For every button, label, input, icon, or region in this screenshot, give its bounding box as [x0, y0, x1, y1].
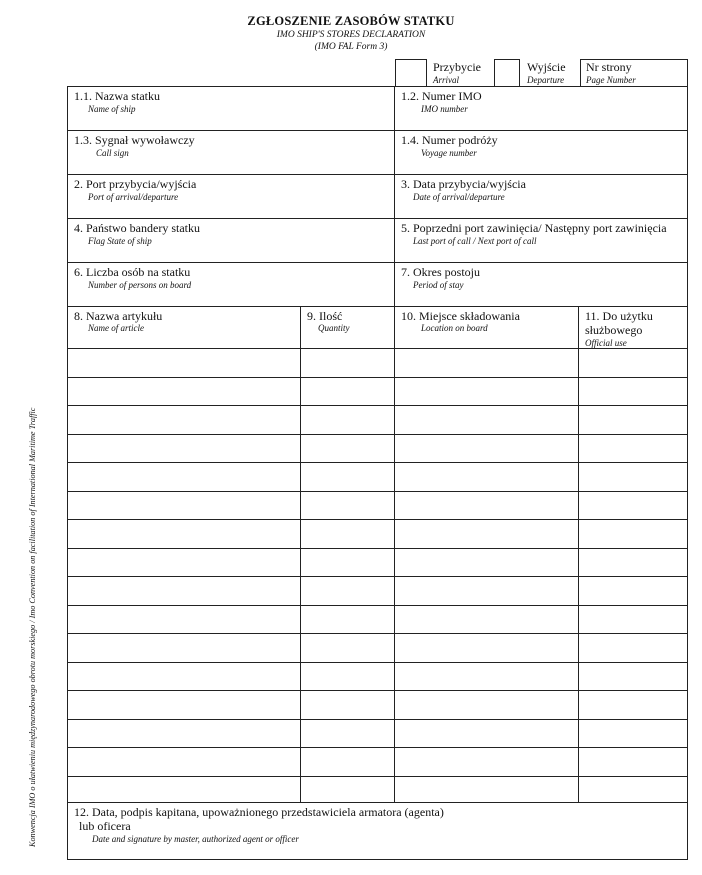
flag-state-label-en: Flag State of ship: [88, 236, 152, 246]
form-title: ZGŁOSZENIE ZASOBÓW STATKU: [247, 14, 455, 28]
flag-state-label: 4. Państwo bandery statku: [74, 221, 200, 235]
table-row-line: [67, 776, 688, 777]
signature-label-en: Date and signature by master, authorized agent or officer: [92, 834, 299, 844]
signature-label-2: lub oficera: [79, 819, 131, 833]
arrival-checkbox[interactable]: [395, 59, 427, 87]
call-sign-label: 1.3. Sygnał wywoławczy: [74, 133, 195, 147]
call-sign-label-en: Call sign: [96, 148, 129, 158]
col-quantity-label: 9. Ilość: [307, 309, 343, 323]
table-row-line: [67, 377, 688, 378]
departure-label: Wyjście: [527, 60, 566, 74]
period-of-stay-label-en: Period of stay: [413, 280, 464, 290]
table-row-line: [67, 719, 688, 720]
table-column-divider: [578, 306, 579, 802]
imo-number-label-en: IMO number: [421, 104, 468, 114]
table-row-line: [67, 576, 688, 577]
table-row-line: [67, 633, 688, 634]
voyage-number-label: 1.4. Numer podróży: [401, 133, 498, 147]
table-column-divider: [394, 306, 395, 802]
form-subtitle: IMO SHIP'S STORES DECLARATION: [276, 30, 426, 40]
table-row-line: [67, 434, 688, 435]
col-location-label: 10. Miejsce składowania: [401, 309, 520, 323]
table-row-line: [67, 548, 688, 549]
arrival-label-en: Arrival: [433, 75, 459, 85]
port-label: 2. Port przybycia/wyjścia: [74, 177, 197, 191]
table-column-divider: [300, 306, 301, 802]
col-official-use-label-en: Official use: [585, 338, 627, 348]
imo-number-label: 1.2. Numer IMO: [401, 89, 482, 103]
arrival-label: Przybycie: [433, 60, 481, 74]
col-official-use-label-2: służbowego: [585, 323, 643, 337]
table-row-line: [67, 348, 688, 349]
departure-label-en: Departure: [527, 75, 565, 85]
port-label-en: Port of arrival/departure: [88, 192, 179, 202]
form-reference: (IMO FAL Form 3): [314, 42, 388, 52]
period-of-stay-label: 7. Okres postoju: [401, 265, 480, 279]
ship-name-label: 1.1. Nazwa statku: [74, 89, 160, 103]
table-row-line: [67, 605, 688, 606]
col-quantity-label-en: Quantity: [318, 323, 350, 333]
col-official-use-label: 11. Do użytku: [585, 309, 653, 323]
side-convention-text: Konwencja IMO o ułatwieniu międzynarodowego obrotu morskiego / Imo Convention on facilitation of International Maritime Traffic: [28, 407, 37, 847]
table-row-line: [67, 662, 688, 663]
table-row-line: [67, 491, 688, 492]
table-row-line: [67, 747, 688, 748]
date-label: 3. Data przybycia/wyjścia: [401, 177, 526, 191]
departure-checkbox[interactable]: [494, 59, 520, 87]
form-frame: [67, 86, 688, 860]
col-location-label-en: Location on board: [421, 323, 488, 333]
table-row-line: [67, 462, 688, 463]
ship-name-label-en: Name of ship: [88, 104, 136, 114]
date-label-en: Date of arrival/departure: [413, 192, 505, 202]
table-row-line: [67, 690, 688, 691]
last-next-port-label: 5. Poprzedni port zawinięcia/ Następny port zawinięcia: [401, 221, 667, 235]
col-article-label-en: Name of article: [88, 323, 144, 333]
col-article-label: 8. Nazwa artykułu: [74, 309, 163, 323]
persons-label: 6. Liczba osób na statku: [74, 265, 191, 279]
table-row-line: [67, 519, 688, 520]
table-row-line: [67, 405, 688, 406]
page-number-label-en: Page Number: [586, 75, 636, 85]
page-number-label: Nr strony: [586, 60, 632, 74]
signature-label: 12. Data, podpis kapitana, upoważnionego przedstawiciela armatora (agenta): [74, 805, 444, 819]
persons-label-en: Number of persons on board: [88, 280, 192, 290]
voyage-number-label-en: Voyage number: [421, 148, 477, 158]
last-next-port-label-en: Last port of call / Next port of call: [413, 236, 537, 246]
